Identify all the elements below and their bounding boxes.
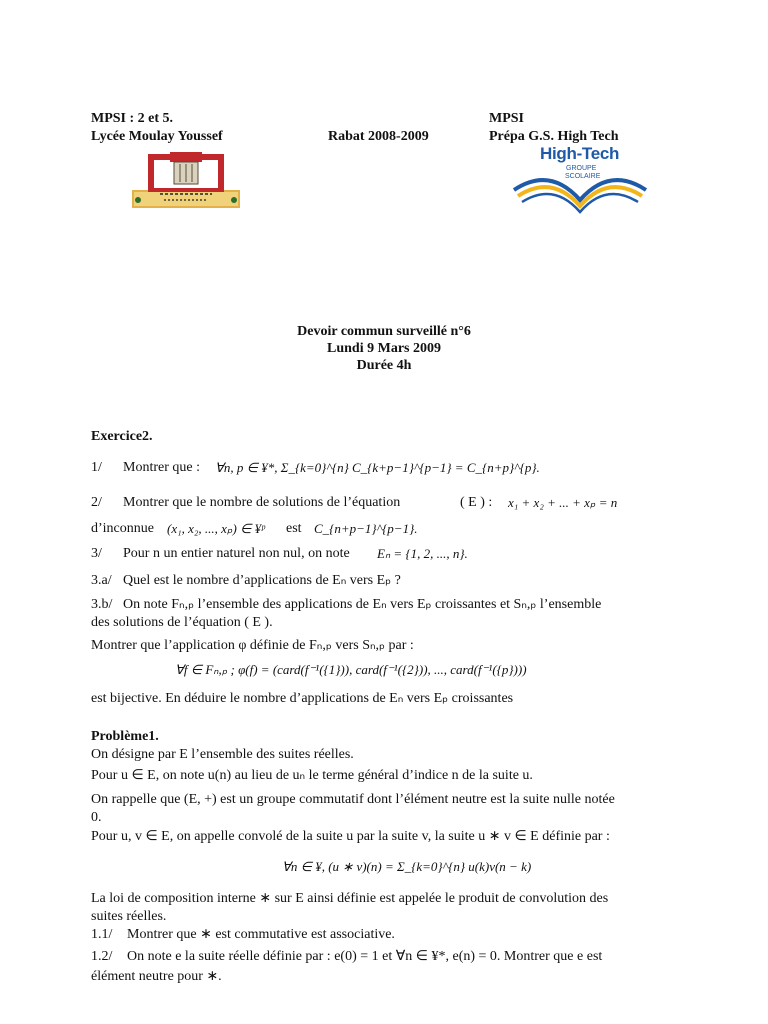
- problem-p4: Pour u, v ∈ E, on appelle convolé de la suite u par la suite v, la suite u ∗ v ∈ E définie par :: [91, 829, 610, 844]
- right-school: Prépa G.S. High Tech: [489, 129, 619, 144]
- city-year: Rabat 2008-2009: [328, 129, 429, 144]
- problem-p1: On désigne par E l’ensemble des suites réelles.: [91, 747, 354, 762]
- school-name: Lycée Moulay Youssef: [91, 129, 223, 144]
- question-12-label: 1.2/: [91, 949, 113, 964]
- exercise-heading: Exercice2.: [91, 429, 153, 444]
- question-3-set: Eₙ = {1, 2, ..., n}.: [377, 546, 468, 561]
- question-2-text: Montrer que le nombre de solutions de l’équation: [123, 495, 401, 510]
- question-3b-formula: ∀f ∈ Fₙ,ₚ ; φ(f) = (card(f⁻¹({1})), card(f⁻¹({2})), ..., card(f⁻¹({p}))): [175, 662, 527, 677]
- exam-title: Devoir commun surveillé n°6: [297, 324, 471, 339]
- question-3b-text4: est bijective. En déduire le nombre d’applications de Eₙ vers Eₚ croissantes: [91, 691, 514, 706]
- question-2-unknowns: (x₁, x₂, ..., xₚ) ∈ ¥ᵖ: [167, 521, 265, 536]
- question-3b-text3: Montrer que l’application φ définie de Fₙ,ₚ vers Sₙ,ₚ par :: [91, 638, 414, 653]
- equation-e: x₁ + x₂ + ... + xₚ = n: [508, 495, 618, 510]
- question-1-label: 1/: [91, 460, 102, 475]
- question-3b-text2: des solutions de l’équation ( E ).: [91, 615, 273, 630]
- question-1-formula: ∀n, p ∈ ¥*, Σ_{k=0}^{n} C_{k+p−1}^{p−1} = C_{n+p}^{p}.: [215, 460, 540, 475]
- exam-duration: Durée 4h: [356, 358, 412, 373]
- question-3-text: Pour n un entier naturel non nul, on note: [123, 546, 350, 561]
- question-12-text: On note e la suite réelle définie par : e(0) = 1 et ∀n ∈ ¥*, e(n) = 0. Montrer que e est: [127, 949, 603, 964]
- question-2-cont: d’inconnue: [91, 521, 154, 536]
- question-2-est: est: [286, 521, 302, 536]
- class-label: MPSI : 2 et 5.: [91, 111, 174, 126]
- question-1-text: Montrer que :: [123, 460, 200, 475]
- problem-p2: Pour u ∈ E, on note u(n) au lieu de uₙ le terme général d’indice n de la suite u.: [91, 768, 533, 783]
- problem-p3b: 0.: [91, 810, 102, 825]
- question-11-label: 1.1/: [91, 927, 113, 942]
- question-12-text2: élément neutre pour ∗.: [91, 969, 222, 984]
- question-2-label: 2/: [91, 495, 102, 510]
- question-3-label: 3/: [91, 546, 102, 561]
- exam-date: Lundi 9 Mars 2009: [327, 341, 441, 356]
- problem-p3a: On rappelle que (E, +) est un groupe commutatif dont l’élément neutre est la suite nulle notée: [91, 792, 615, 807]
- question-2-result: C_{n+p−1}^{p−1}.: [314, 521, 418, 536]
- high-tech-logo: [510, 144, 650, 216]
- question-11-text: Montrer que ∗ est commutative est associative.: [127, 927, 395, 942]
- problem-p5b: suites réelles.: [91, 909, 167, 924]
- question-3a-label: 3.a/: [91, 573, 112, 588]
- logo-sub1: GROUPE: [566, 165, 597, 172]
- problem-heading: Problème1.: [91, 729, 159, 744]
- equation-e-label: ( E ) :: [460, 495, 493, 510]
- question-3a-text: Quel est le nombre d’applications de Eₙ vers Eₚ ?: [123, 573, 401, 588]
- logo-brand-text: High-Tech: [540, 144, 620, 163]
- right-class: MPSI: [489, 111, 524, 126]
- school-seal-logo: [130, 150, 242, 210]
- convolution-formula: ∀n ∈ ¥, (u ∗ v)(n) = Σ_{k=0}^{n} u(k)v(n − k): [282, 859, 532, 874]
- question-3b-label: 3.b/: [91, 597, 113, 612]
- question-3b-text1: On note Fₙ,ₚ l’ensemble des applications de Eₙ vers Eₚ croissantes et Sₙ,ₚ l’ensemble: [123, 597, 602, 612]
- problem-p5a: La loi de composition interne ∗ sur E ainsi définie est appelée le produit de convolution des: [91, 891, 609, 906]
- logo-sub2: SCOLAIRE: [565, 173, 601, 180]
